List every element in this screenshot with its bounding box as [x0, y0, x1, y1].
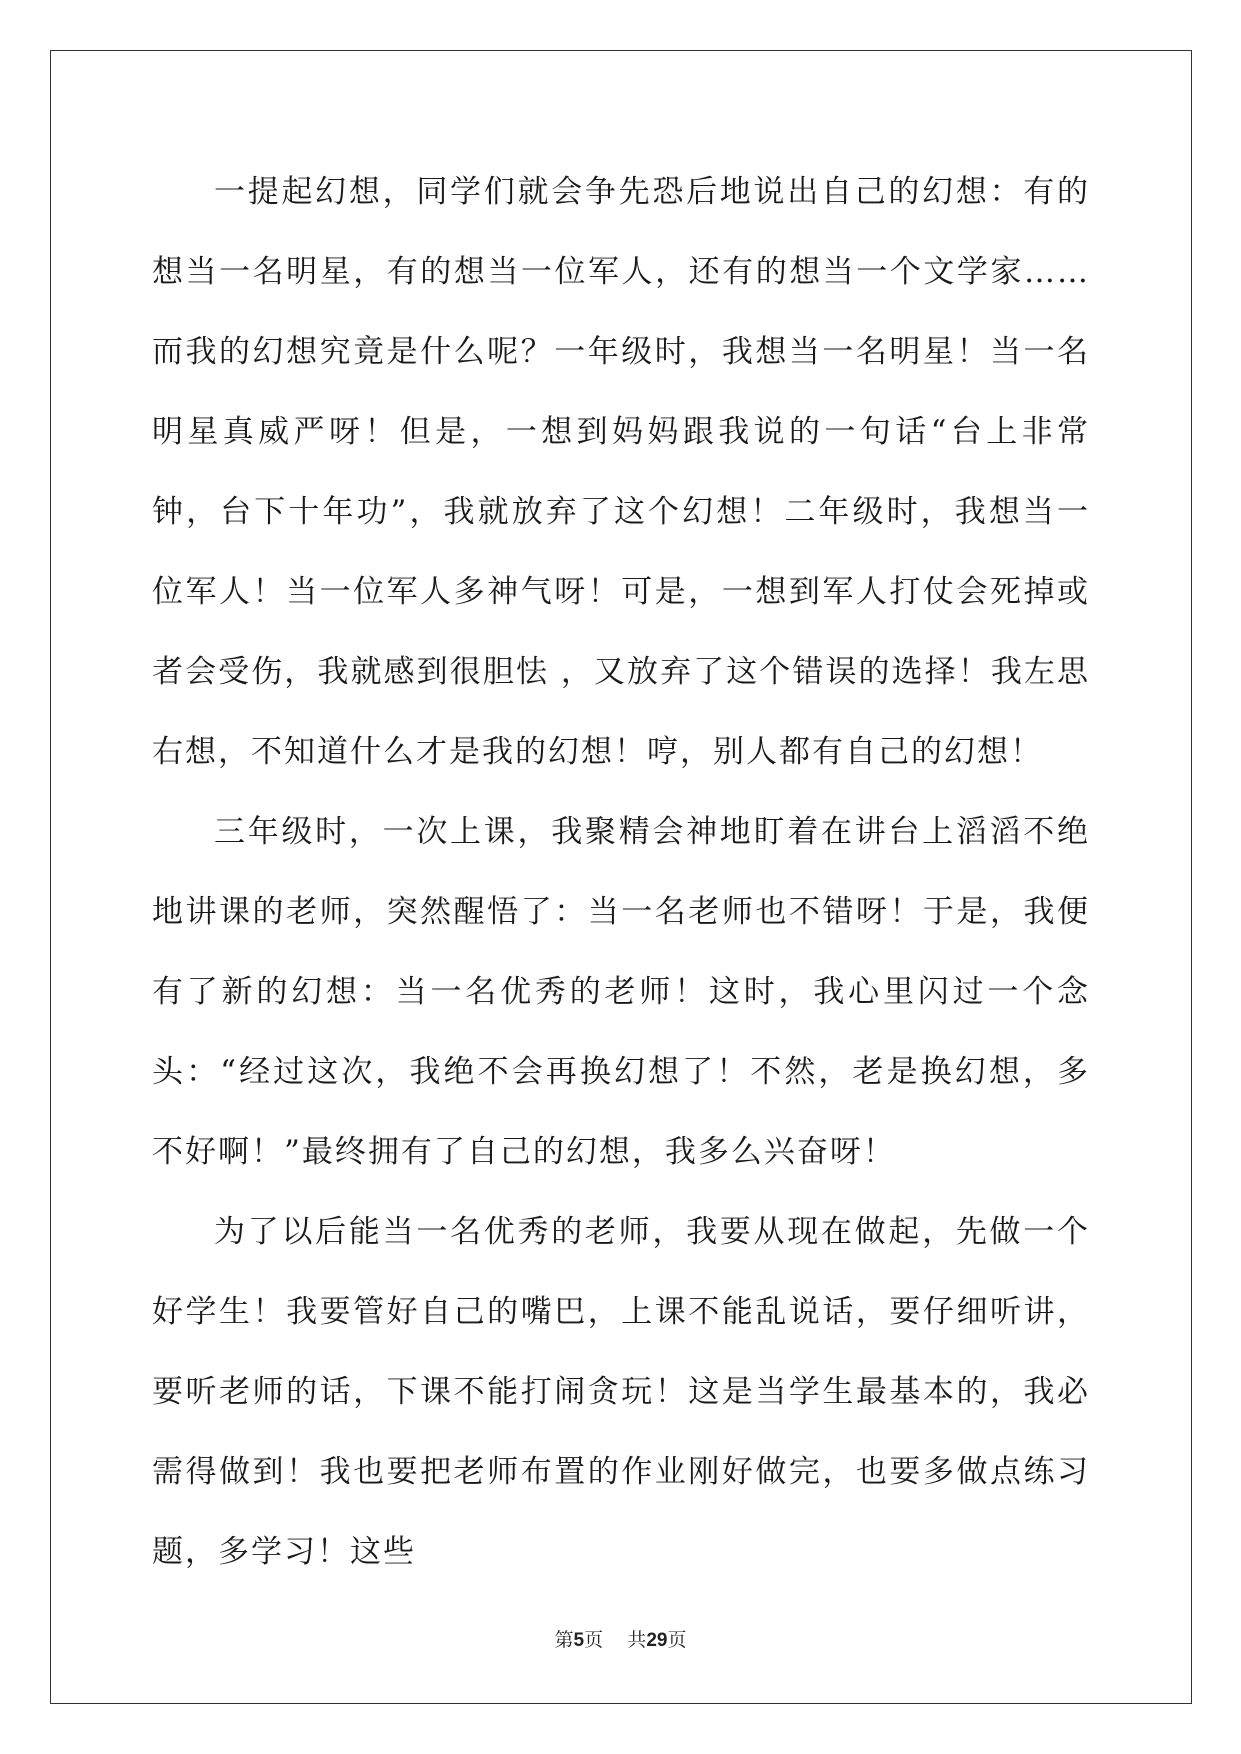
footer-prefix: 第 [554, 1629, 574, 1651]
footer-total-unit: 页 [667, 1629, 687, 1651]
paragraph-3: 为了以后能当一名优秀的老师，我要从现在做起，先做一个好学生！我要管好自己的嘴巴，上课不能乱说话，要仔细听讲，要听老师的话，下课不能打闹贪玩！这是当学生最基本的，我必需得做到！我也要把老师布置的作业刚好做完，也要多做点练习题，多学习！这些 [152, 1214, 1090, 1570]
paragraph-1: 一提起幻想，同学们就会争先恐后地说出自己的幻想：有的想当一名明星，有的想当一位军人，还有的想当一个文学家……而我的幻想究竟是什么呢？一年级时，我想当一名明星！当一名明星真威严呀！但是，一想到妈妈跟我说的一句话“台上非常钟，台下十年功”，我就放弃了这个幻想！二年级时，我想当一位军人！当一位军人多神气呀！可是，一想到军人打仗会死掉或者会受伤，我就感到很胆怯 ，又放弃了这个错误的选择！我左思右想，不知道什么才是我的幻想！哼，别人都有自己的幻想！ [152, 174, 1090, 770]
total-pages-number: 29 [646, 1630, 668, 1651]
footer-page-unit: 页 [584, 1629, 604, 1651]
page-footer [0, 1625, 1241, 1652]
footer-total-prefix: 共 [627, 1629, 647, 1651]
document-body [152, 152, 1090, 1592]
paragraph-2: 三年级时，一次上课，我聚精会神地盯着在讲台上滔滔不绝地讲课的老师，突然醒悟了：当一名老师也不错呀！于是，我便有了新的幻想：当一名优秀的老师！这时，我心里闪过一个念头：“经过这次，我绝不会再换幻想了！不然，老是换幻想，多不好啊！”最终拥有了自己的幻想，我多么兴奋呀！ [152, 814, 1090, 1170]
current-page-number: 5 [573, 1630, 585, 1651]
